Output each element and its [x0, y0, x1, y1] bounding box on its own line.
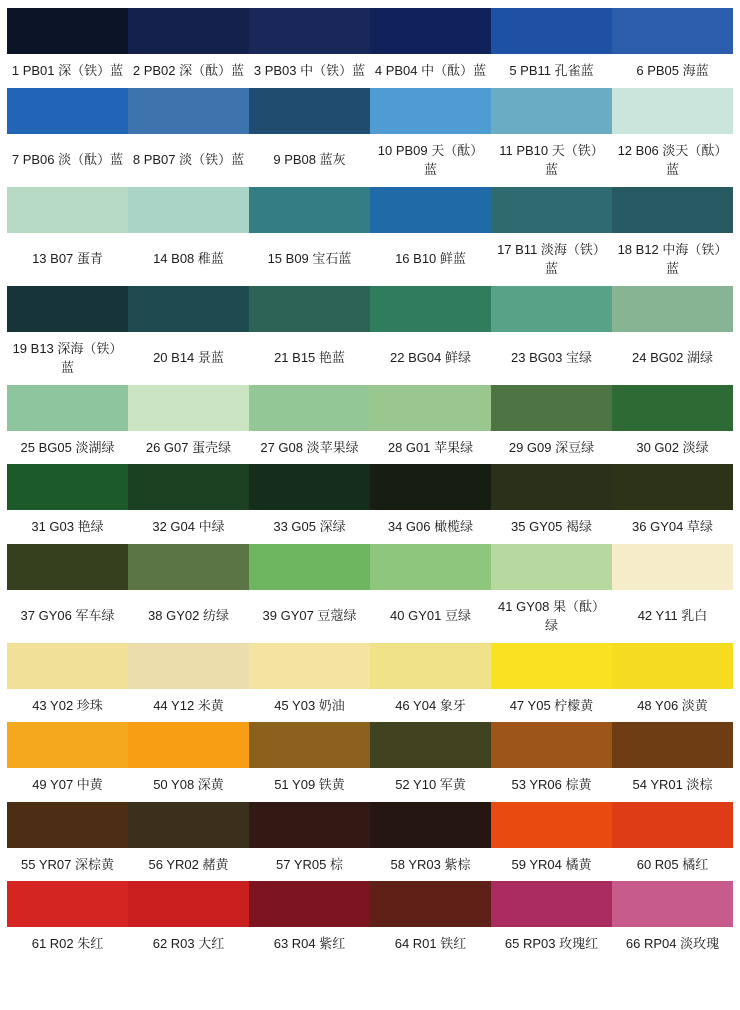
swatch-label: 32 G04 中绿 [152, 519, 225, 534]
swatch-label: 1 PB01 深（铁）蓝 [11, 63, 124, 78]
color-swatch [612, 187, 733, 233]
color-swatch [612, 722, 733, 768]
color-swatch-cell [370, 464, 491, 544]
color-swatch-cell [7, 802, 128, 882]
color-swatch-cell [370, 802, 491, 882]
color-swatch [370, 8, 491, 54]
color-swatch-cell [491, 881, 612, 961]
color-swatch [249, 286, 370, 332]
color-swatch [7, 544, 128, 590]
swatch-row [7, 187, 733, 286]
color-swatch [249, 464, 370, 510]
color-swatch-cell [7, 643, 128, 723]
swatch-label: 21 B15 艳蓝 [274, 350, 345, 366]
swatch-label: 14 B08 稚蓝 [153, 251, 224, 267]
swatch-label: 5 PB11 孔雀蓝 [509, 63, 594, 78]
swatch-label: 57 YR05 棕 [276, 856, 343, 872]
color-swatch [128, 544, 249, 590]
swatch-row [7, 643, 733, 723]
color-swatch [491, 881, 612, 927]
color-swatch-cell [491, 385, 612, 465]
color-swatch [128, 881, 249, 927]
swatch-label: 36 GY04 草绿 [632, 519, 713, 534]
color-swatch [612, 464, 733, 510]
color-swatch-cell [7, 88, 128, 187]
color-swatch [370, 722, 491, 768]
color-swatch [491, 802, 612, 848]
swatch-label: 27 G08 淡苹果绿 [260, 439, 359, 455]
swatch-label: 34 G06 橄榄绿 [387, 519, 474, 534]
color-swatch-cell [249, 643, 370, 723]
swatch-row [7, 286, 733, 385]
swatch-label: 66 RP04 淡玫瑰 [625, 936, 720, 951]
color-swatch-cell [249, 286, 370, 385]
color-swatch [612, 385, 733, 431]
color-swatch [491, 286, 612, 332]
color-swatch-cell [491, 187, 612, 286]
color-swatch [7, 385, 128, 431]
swatch-label: 13 B07 蛋青 [32, 251, 103, 267]
color-swatch [7, 802, 128, 848]
color-swatch [370, 187, 491, 233]
color-swatch-cell [249, 385, 370, 465]
color-swatch [612, 881, 733, 927]
color-swatch-cell [128, 722, 249, 802]
swatch-label: 24 BG02 湖绿 [632, 350, 713, 366]
swatch-label: 33 G05 深绿 [273, 519, 346, 534]
color-swatch-cell [370, 8, 491, 88]
color-swatch-cell [249, 88, 370, 187]
color-swatch [491, 385, 612, 431]
color-swatch-cell [128, 802, 249, 882]
swatch-label: 10 PB09 天（酞）蓝 [377, 142, 484, 177]
color-swatch-cell [612, 802, 733, 882]
color-swatch [128, 643, 249, 689]
color-swatch-cell [370, 722, 491, 802]
color-swatch-cell [491, 286, 612, 385]
color-swatch [128, 187, 249, 233]
swatch-label: 60 R05 橘红 [636, 856, 709, 872]
color-swatch-cell [491, 722, 612, 802]
swatch-label: 12 B06 淡天（酞）蓝 [617, 142, 728, 177]
color-swatch [249, 88, 370, 134]
color-swatch [370, 544, 491, 590]
swatch-label: 18 B12 中海（铁）蓝 [617, 241, 728, 276]
color-swatch [249, 385, 370, 431]
color-swatch [491, 187, 612, 233]
swatch-row [7, 881, 733, 961]
swatch-label: 42 Y11 乳白 [637, 608, 708, 624]
swatch-label: 4 PB04 中（酞）蓝 [374, 63, 487, 78]
color-swatch [7, 8, 128, 54]
swatch-row [7, 88, 733, 187]
swatch-label: 37 GY06 军车绿 [20, 608, 115, 624]
color-swatch [7, 643, 128, 689]
color-swatch [491, 464, 612, 510]
swatch-label: 23 BG03 宝绿 [511, 350, 592, 366]
swatch-label: 63 R04 紫红 [273, 936, 346, 951]
swatch-label: 8 PB07 淡（铁）蓝 [132, 152, 245, 168]
color-swatch-cell [370, 385, 491, 465]
color-swatch-cell [612, 544, 733, 643]
color-swatch [370, 88, 491, 134]
color-swatch-cell [491, 544, 612, 643]
color-swatch [7, 722, 128, 768]
swatch-label: 30 G02 淡绿 [636, 439, 709, 455]
swatch-label: 53 YR06 棕黄 [511, 777, 592, 792]
color-swatch [612, 643, 733, 689]
color-swatch-cell [128, 286, 249, 385]
swatch-label: 62 R03 大红 [152, 936, 225, 951]
color-swatch-cell [612, 881, 733, 961]
color-swatch [491, 544, 612, 590]
color-swatch [128, 722, 249, 768]
swatch-label: 2 PB02 深（酞）蓝 [132, 63, 245, 78]
color-swatch [491, 643, 612, 689]
swatch-label: 35 GY05 褐绿 [511, 519, 592, 534]
color-swatch [370, 385, 491, 431]
color-swatch-cell [370, 286, 491, 385]
swatch-row [7, 385, 733, 465]
swatch-label: 56 YR02 赭黄 [148, 856, 229, 872]
swatch-label: 28 G01 苹果绿 [387, 439, 474, 455]
color-swatch-cell [370, 643, 491, 723]
swatch-label: 19 B13 深海（铁）蓝 [12, 340, 123, 375]
color-swatch-cell [370, 881, 491, 961]
color-swatch-cell [128, 385, 249, 465]
color-swatch [128, 464, 249, 510]
swatch-label: 47 Y05 柠檬黄 [509, 697, 594, 713]
swatch-label: 6 PB05 海蓝 [636, 63, 709, 78]
color-swatch [370, 286, 491, 332]
color-swatch-cell [7, 187, 128, 286]
color-swatch-cell [491, 802, 612, 882]
swatch-label: 48 Y06 淡黄 [637, 697, 708, 713]
swatch-label: 17 B11 淡海（铁）蓝 [497, 241, 606, 276]
color-swatch-cell [249, 464, 370, 544]
color-swatch-cell [491, 464, 612, 544]
color-swatch [128, 802, 249, 848]
color-swatch-cell [612, 8, 733, 88]
swatch-label: 54 YR01 淡棕 [632, 777, 713, 792]
swatch-label: 64 R01 铁红 [394, 936, 467, 951]
color-swatch-cell [249, 722, 370, 802]
color-swatch-cell [7, 881, 128, 961]
color-swatch [249, 802, 370, 848]
color-swatch [7, 464, 128, 510]
color-swatch [128, 385, 249, 431]
color-swatch [612, 8, 733, 54]
swatch-label: 40 GY01 豆绿 [390, 608, 471, 624]
swatch-label: 20 B14 景蓝 [153, 350, 224, 366]
swatch-label: 55 YR07 深棕黄 [21, 856, 114, 872]
swatch-label: 41 GY08 果（酞）绿 [498, 598, 605, 633]
swatch-label: 3 PB03 中（铁）蓝 [253, 63, 366, 78]
color-swatch-cell [7, 464, 128, 544]
swatch-label: 46 Y04 象牙 [395, 697, 466, 713]
color-swatch [491, 8, 612, 54]
swatch-label: 49 Y07 中黄 [32, 777, 103, 792]
color-swatch-cell [249, 881, 370, 961]
color-swatch-cell [491, 88, 612, 187]
color-swatch-cell [7, 286, 128, 385]
swatch-label: 38 GY02 纺绿 [148, 608, 229, 624]
swatch-label: 61 R02 朱红 [31, 936, 104, 951]
color-swatch-cell [7, 385, 128, 465]
color-swatch [370, 881, 491, 927]
swatch-row [7, 722, 733, 802]
color-swatch [612, 802, 733, 848]
swatch-label: 45 Y03 奶油 [274, 697, 345, 713]
swatch-label: 51 Y09 铁黄 [274, 777, 345, 792]
color-swatch [612, 544, 733, 590]
color-swatch [249, 544, 370, 590]
color-swatch-cell [491, 643, 612, 723]
color-swatch-cell [370, 187, 491, 286]
color-swatch-cell [7, 722, 128, 802]
color-swatch-cell [612, 722, 733, 802]
swatch-label: 58 YR03 紫棕 [390, 856, 471, 872]
color-swatch [612, 88, 733, 134]
color-swatch [249, 722, 370, 768]
swatch-label: 31 G03 艳绿 [31, 519, 104, 534]
color-swatch [491, 722, 612, 768]
color-swatch-cell [128, 88, 249, 187]
color-swatch [7, 187, 128, 233]
color-swatch [7, 286, 128, 332]
swatch-label: 39 GY07 豆蔻绿 [262, 608, 357, 624]
color-swatch [128, 88, 249, 134]
color-swatch [491, 88, 612, 134]
color-swatch-cell [7, 544, 128, 643]
color-swatch-cell [491, 8, 612, 88]
color-swatch-cell [370, 88, 491, 187]
color-swatch-cell [128, 187, 249, 286]
swatch-label: 65 RP03 玫瑰红 [504, 936, 599, 951]
swatch-label: 52 Y10 军黄 [395, 777, 466, 792]
color-swatch-cell [370, 544, 491, 643]
color-swatch [128, 8, 249, 54]
color-swatch [249, 643, 370, 689]
swatch-row [7, 802, 733, 882]
color-swatch-cell [128, 464, 249, 544]
swatch-label: 7 PB06 淡（酞）蓝 [11, 152, 124, 168]
swatch-row [7, 8, 733, 88]
swatch-row [7, 544, 733, 643]
color-swatch-cell [249, 544, 370, 643]
swatch-row [7, 464, 733, 544]
color-swatch-cell [612, 286, 733, 385]
swatch-label: 11 PB10 天（铁）蓝 [499, 142, 604, 177]
color-swatch [249, 8, 370, 54]
color-swatch-cell [612, 187, 733, 286]
color-swatch-cell [612, 88, 733, 187]
color-swatch [370, 802, 491, 848]
swatch-label: 22 BG04 鲜绿 [390, 350, 471, 366]
color-swatch-cell [128, 8, 249, 88]
color-swatch-cell [128, 544, 249, 643]
swatch-label: 29 G09 深豆绿 [508, 439, 595, 455]
color-swatch-cell [249, 8, 370, 88]
color-swatch [612, 286, 733, 332]
color-swatch-cell [7, 8, 128, 88]
color-swatch-cell [128, 643, 249, 723]
swatch-label: 9 PB08 蓝灰 [273, 152, 346, 168]
color-swatch-cell [612, 385, 733, 465]
swatch-label: 43 Y02 珍珠 [32, 697, 103, 713]
color-swatch-cell [249, 187, 370, 286]
color-swatch-cell [128, 881, 249, 961]
color-swatch [249, 187, 370, 233]
color-swatch-cell [612, 464, 733, 544]
swatch-label: 16 B10 鲜蓝 [395, 251, 466, 267]
color-swatch-cell [612, 643, 733, 723]
swatch-label: 15 B09 宝石蓝 [267, 251, 352, 267]
swatch-label: 44 Y12 米黄 [153, 697, 224, 713]
swatch-label: 50 Y08 深黄 [153, 777, 224, 792]
color-swatch [7, 881, 128, 927]
color-swatch-cell [249, 802, 370, 882]
swatch-label: 25 BG05 淡湖绿 [20, 439, 115, 455]
color-swatch [370, 643, 491, 689]
color-swatch [370, 464, 491, 510]
color-swatch [7, 88, 128, 134]
swatch-label: 59 YR04 橘黄 [511, 856, 592, 872]
color-swatch [249, 881, 370, 927]
swatch-label: 26 G07 蛋壳绿 [145, 439, 232, 455]
color-swatch [128, 286, 249, 332]
